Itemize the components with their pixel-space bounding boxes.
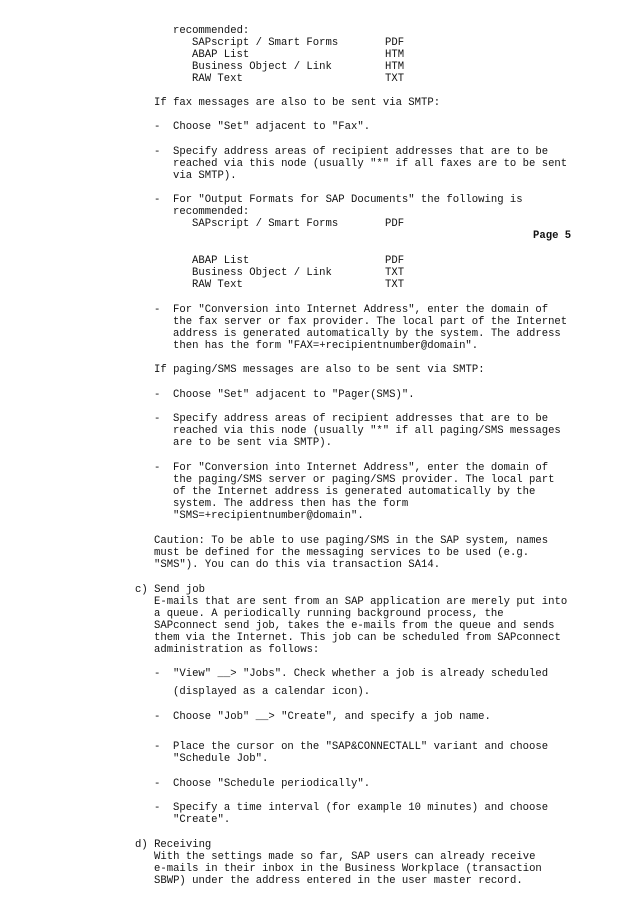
section-c-body-line: E-mails that are sent from an SAP application are merely put into: [154, 596, 568, 608]
sms-bullet-2-line: reached via this node (usually "*" if all paging/SMS messages: [173, 425, 561, 437]
fax-bullet-2-line: reached via this node (usually "*" if all faxes are to be sent: [173, 158, 568, 170]
section-d-body-line: SBWP) under the address entered in the user master record.: [154, 875, 523, 887]
format-name: RAW Text: [192, 279, 243, 291]
sms-bullet-3-line: of the Internet address is generated automatically by the: [173, 486, 536, 498]
menu-arrow: __>: [255, 711, 275, 723]
send-job-bullet-5-line: "Create".: [173, 814, 231, 826]
fax-bullet-4-line: the fax server or fax provider. The local part of the Internet: [173, 316, 568, 328]
format-type: TXT: [385, 73, 405, 85]
bullet-dash: -: [154, 146, 161, 158]
menu-path-job: Choose "Job": [173, 711, 256, 723]
format-type: PDF: [385, 218, 405, 230]
sms-bullet-3-line: system. The address then has the form: [173, 498, 409, 510]
menu-path-create: "Create", and specify a job name.: [274, 711, 491, 723]
sms-bullet-3-line: For "Conversion into Internet Address", enter the domain of: [173, 462, 549, 474]
menu-path-view: "View": [173, 668, 218, 680]
section-c-body-line: a queue. A periodically running background process, the: [154, 608, 504, 620]
sms-bullet-3-line: the paging/SMS server or paging/SMS provider. The local part: [173, 474, 555, 486]
format-type: PDF: [385, 255, 405, 267]
fax-bullet-3-line: For "Output Formats for SAP Documents" the following is: [173, 194, 523, 206]
format-type: HTM: [385, 49, 405, 61]
format-name: Business Object / Link: [192, 61, 332, 73]
format-name: ABAP List: [192, 49, 250, 61]
send-job-bullet-1-line2: (displayed as a calendar icon).: [173, 686, 371, 698]
format-type: HTM: [385, 61, 405, 73]
page-number: Page 5: [533, 230, 572, 242]
recommended-label-1: recommended:: [173, 25, 250, 37]
send-job-bullet-4: Choose "Schedule periodically".: [173, 778, 371, 790]
sms-intro: If paging/SMS messages are also to be sent via SMTP:: [154, 364, 485, 376]
send-job-bullet-3-line: "Schedule Job".: [173, 753, 269, 765]
format-type: TXT: [385, 279, 405, 291]
send-job-bullet-5-line: Specify a time interval (for example 10 minutes) and choose: [173, 802, 549, 814]
section-c-body-line: SAPconnect send job, takes the e-mails from the queue and sends: [154, 620, 555, 632]
fax-bullet-2-line: via SMTP).: [173, 170, 237, 182]
fax-bullet-2-line: Specify address areas of recipient addresses that are to be: [173, 146, 549, 158]
bullet-dash: -: [154, 389, 161, 401]
format-name: SAPscript / Smart Forms: [192, 218, 339, 230]
caution-line: Caution: To be able to use paging/SMS in the SAP system, names: [154, 535, 549, 547]
sms-bullet-2-line: Specify address areas of recipient addresses that are to be: [173, 413, 549, 425]
sms-bullet-2-line: are to be sent via SMTP).: [173, 437, 332, 449]
section-c-body-line: them via the Internet. This job can be scheduled from SAPconnect: [154, 632, 561, 644]
bullet-dash: -: [154, 194, 161, 206]
sms-bullet-3-line: "SMS=+recipientnumber@domain".: [173, 510, 364, 522]
section-d-heading: d) Receiving: [135, 839, 212, 851]
send-job-bullet-1: [173, 668, 548, 680]
menu-arrow: __>: [217, 668, 237, 680]
format-name: ABAP List: [192, 255, 250, 267]
caution-line: "SMS"). You can do this via transaction SA14.: [154, 559, 441, 571]
format-type: PDF: [385, 37, 405, 49]
format-type: TXT: [385, 267, 405, 279]
section-d-body-line: With the settings made so far, SAP users can already receive: [154, 851, 536, 863]
bullet-dash: -: [154, 413, 161, 425]
fax-bullet-1: Choose "Set" adjacent to "Fax".: [173, 121, 371, 133]
fax-bullet-4-line: address is generated automatically by the system. The address: [173, 328, 561, 340]
fax-bullet-4-line: For "Conversion into Internet Address", enter the domain of: [173, 304, 549, 316]
fax-intro: If fax messages are also to be sent via SMTP:: [154, 97, 441, 109]
bullet-dash: -: [154, 121, 161, 133]
bullet-dash: -: [154, 778, 161, 790]
format-name: Business Object / Link: [192, 267, 332, 279]
section-d-body-line: e-mails in their inbox in the Business Workplace (transaction: [154, 863, 542, 875]
menu-path-jobs: "Jobs". Check whether a job is already scheduled: [236, 668, 549, 680]
bullet-dash: -: [154, 304, 161, 316]
sms-bullet-1: Choose "Set" adjacent to "Pager(SMS)".: [173, 389, 415, 401]
format-name: SAPscript / Smart Forms: [192, 37, 339, 49]
section-c-heading: c) Send job: [135, 584, 205, 596]
format-name: RAW Text: [192, 73, 243, 85]
fax-bullet-3-line: recommended:: [173, 206, 250, 218]
bullet-dash: -: [154, 462, 161, 474]
send-job-bullet-3-line: Place the cursor on the "SAP&CONNECTALL" variant and choose: [173, 741, 549, 753]
send-job-bullet-2: [173, 711, 491, 723]
bullet-dash: -: [154, 711, 161, 723]
bullet-dash: -: [154, 802, 161, 814]
fax-bullet-4-line: then has the form "FAX=+recipientnumber@domain".: [173, 340, 479, 352]
bullet-dash: -: [154, 668, 161, 680]
section-c-body-line: administration as follows:: [154, 644, 320, 656]
bullet-dash: -: [154, 741, 161, 753]
caution-line: must be defined for the messaging services to be used (e.g.: [154, 547, 530, 559]
